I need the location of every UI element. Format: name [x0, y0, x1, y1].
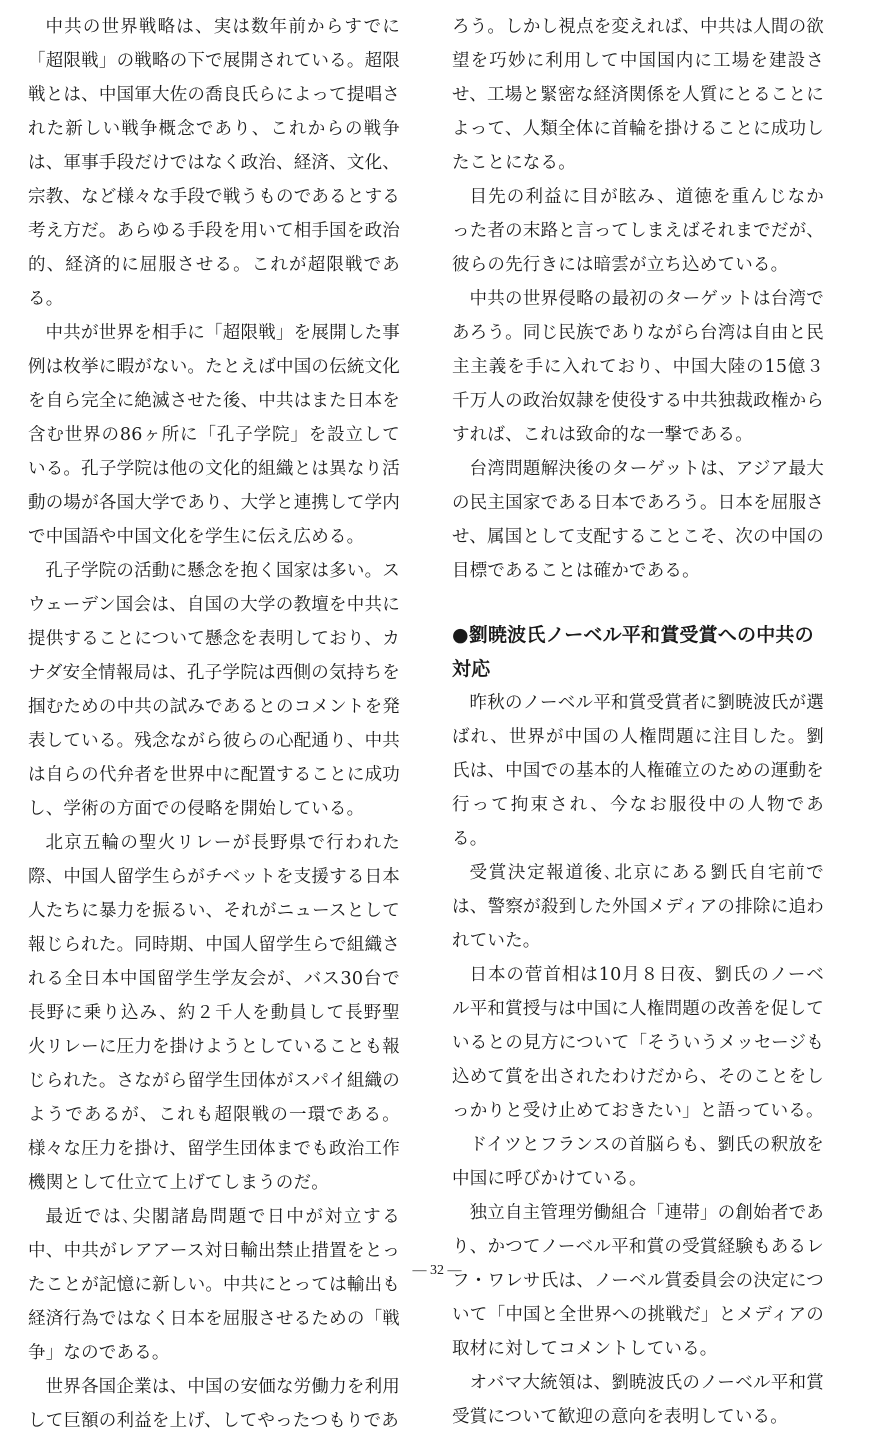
section-heading: ●劉暁波氏ノーベル平和賞受賞への中共の対応: [452, 624, 814, 680]
paragraph: 日本の菅首相は10月８日夜、劉氏のノーベル平和賞授与は中国に人権問題の改善を促しているとの見方について「そういうメッセージも込めて賞を出されたわけだから、そのことをしっかりと受け止めておきたい」と語っている。: [452, 965, 824, 1121]
paragraph: 孔子学院の活動に懸念を抱く国家は多い。スウェーデン国会は、自国の大学の教壇を中共に提供することについて懸念を表明しており、カナダ安全情報局は、孔子学院は西側の気持ちを掴むための中共の試みであるとのコメントを発表している。残念ながら彼らの心配通り、中共は自らの代弁者を世界中に配置することに成功し、学術の方面での侵略を開始している。: [28, 561, 400, 819]
paragraph: 受賞決定報道後､北京にある劉氏自宅前では、警察が殺到した外国メディアの排除に追われていた。: [452, 863, 824, 951]
paragraph: 台湾問題解決後のターゲットは、アジア最大の民主国家である日本であろう。日本を屈服させ、属国として支配することこそ、次の中国の目標であることは確かである。: [452, 459, 824, 581]
paragraph: 昨秋のノーベル平和賞受賞者に劉暁波氏が選ばれ、世界が中国の人権問題に注目した。劉氏は、中国での基本的人権確立のための運動を行って拘束され、今なお服役中の人物である。: [452, 693, 824, 849]
paragraph: 中共の世界侵略の最初のターゲットは台湾であろう。同じ民族でありながら台湾は自由と民主主義を手に入れており、中国大陸の15億３千万人の政治奴隷を使役する中共独裁政権からすれば、これは致命的な一撃である。: [452, 289, 824, 445]
left-column: [28, 10, 400, 1438]
paragraph: オバマ大統領は、劉暁波氏のノーベル平和賞受賞について歓迎の意向を表明している。: [452, 1373, 824, 1427]
right-column: [452, 10, 824, 1434]
paragraph: ドイツとフランスの首脳らも、劉氏の釈放を中国に呼びかけている。: [452, 1135, 824, 1189]
paragraph: 北京五輪の聖火リレーが長野県で行われた際、中国人留学生らがチベットを支援する日本人たちに暴力を振るい、それがニュースとして報じられた。同時期、中国人留学生らで組織される全日本中国留学生学友会が、バス30台で長野に乗り込み、約２千人を動員して長野聖火リレーに圧力を掛けようとしていることも報じられた。さながら留学生団体がスパイ組織のようであるが、これも超限戦の一環である。様々な圧力を掛け、留学生団体までも政治工作機関として仕立て上げてしまうのだ。: [28, 833, 400, 1193]
paragraph: 中共が世界を相手に「超限戦」を展開した事例は枚挙に暇がない。たとえば中国の伝統文化を自ら完全に絶滅させた後、中共はまた日本を含む世界の86ヶ所に「孔子学院」を設立している。孔子学院は他の文化的組織とは異なり活動の場が各国大学であり、大学と連携して学内で中国語や中国文化を学生に伝え広める。: [28, 323, 400, 547]
paragraph: 最近では､尖閣諸島問題で日中が対立する中、中共がレアアース対日輸出禁止措置をとったことが記憶に新しい。中共にとっては輸出も経済行為ではなく日本を屈服させるための「戦争」なのである。: [28, 1207, 400, 1363]
page-number: — 32 —: [412, 1263, 462, 1278]
paragraph: 目先の利益に目が眩み、道徳を重んじなかった者の末路と言ってしまえばそれまでだが、彼らの先行きには暗雲が立ち込めている。: [452, 187, 824, 275]
paragraph: 独立自主管理労働組合「連帯」の創始者であり、かつてノーベル平和賞の受賞経験もあるレフ・ワレサ氏は、ノーベル賞委員会の決定について「中国と全世界への挑戦だ」とメディアの取材に対してコメントしている。: [452, 1203, 824, 1359]
paragraph-continuation: ろう。しかし視点を変えれば、中共は人間の欲望を巧妙に利用して中国国内に工場を建設させ、工場と緊密な経済関係を人質にとることによって、人類全体に首輪を掛けることに成功したことになる。: [452, 17, 824, 173]
paragraph: 世界各国企業は、中国の安価な労働力を利用して巨額の利益を上げ、してやったつもりであ: [28, 1377, 400, 1431]
paragraph: 中共の世界戦略は、実は数年前からすでに「超限戦」の戦略の下で展開されている。超限戦とは、中国軍大佐の喬良氏らによって提唱された新しい戦争概念であり、これからの戦争は、軍事手段だけではなく政治、経済、文化、宗教、など様々な手段で戦うものであるとする考え方だ。あらゆる手段を用いて相手国を政治的、経済的に屈服させる。これが超限戦である。: [28, 17, 400, 309]
